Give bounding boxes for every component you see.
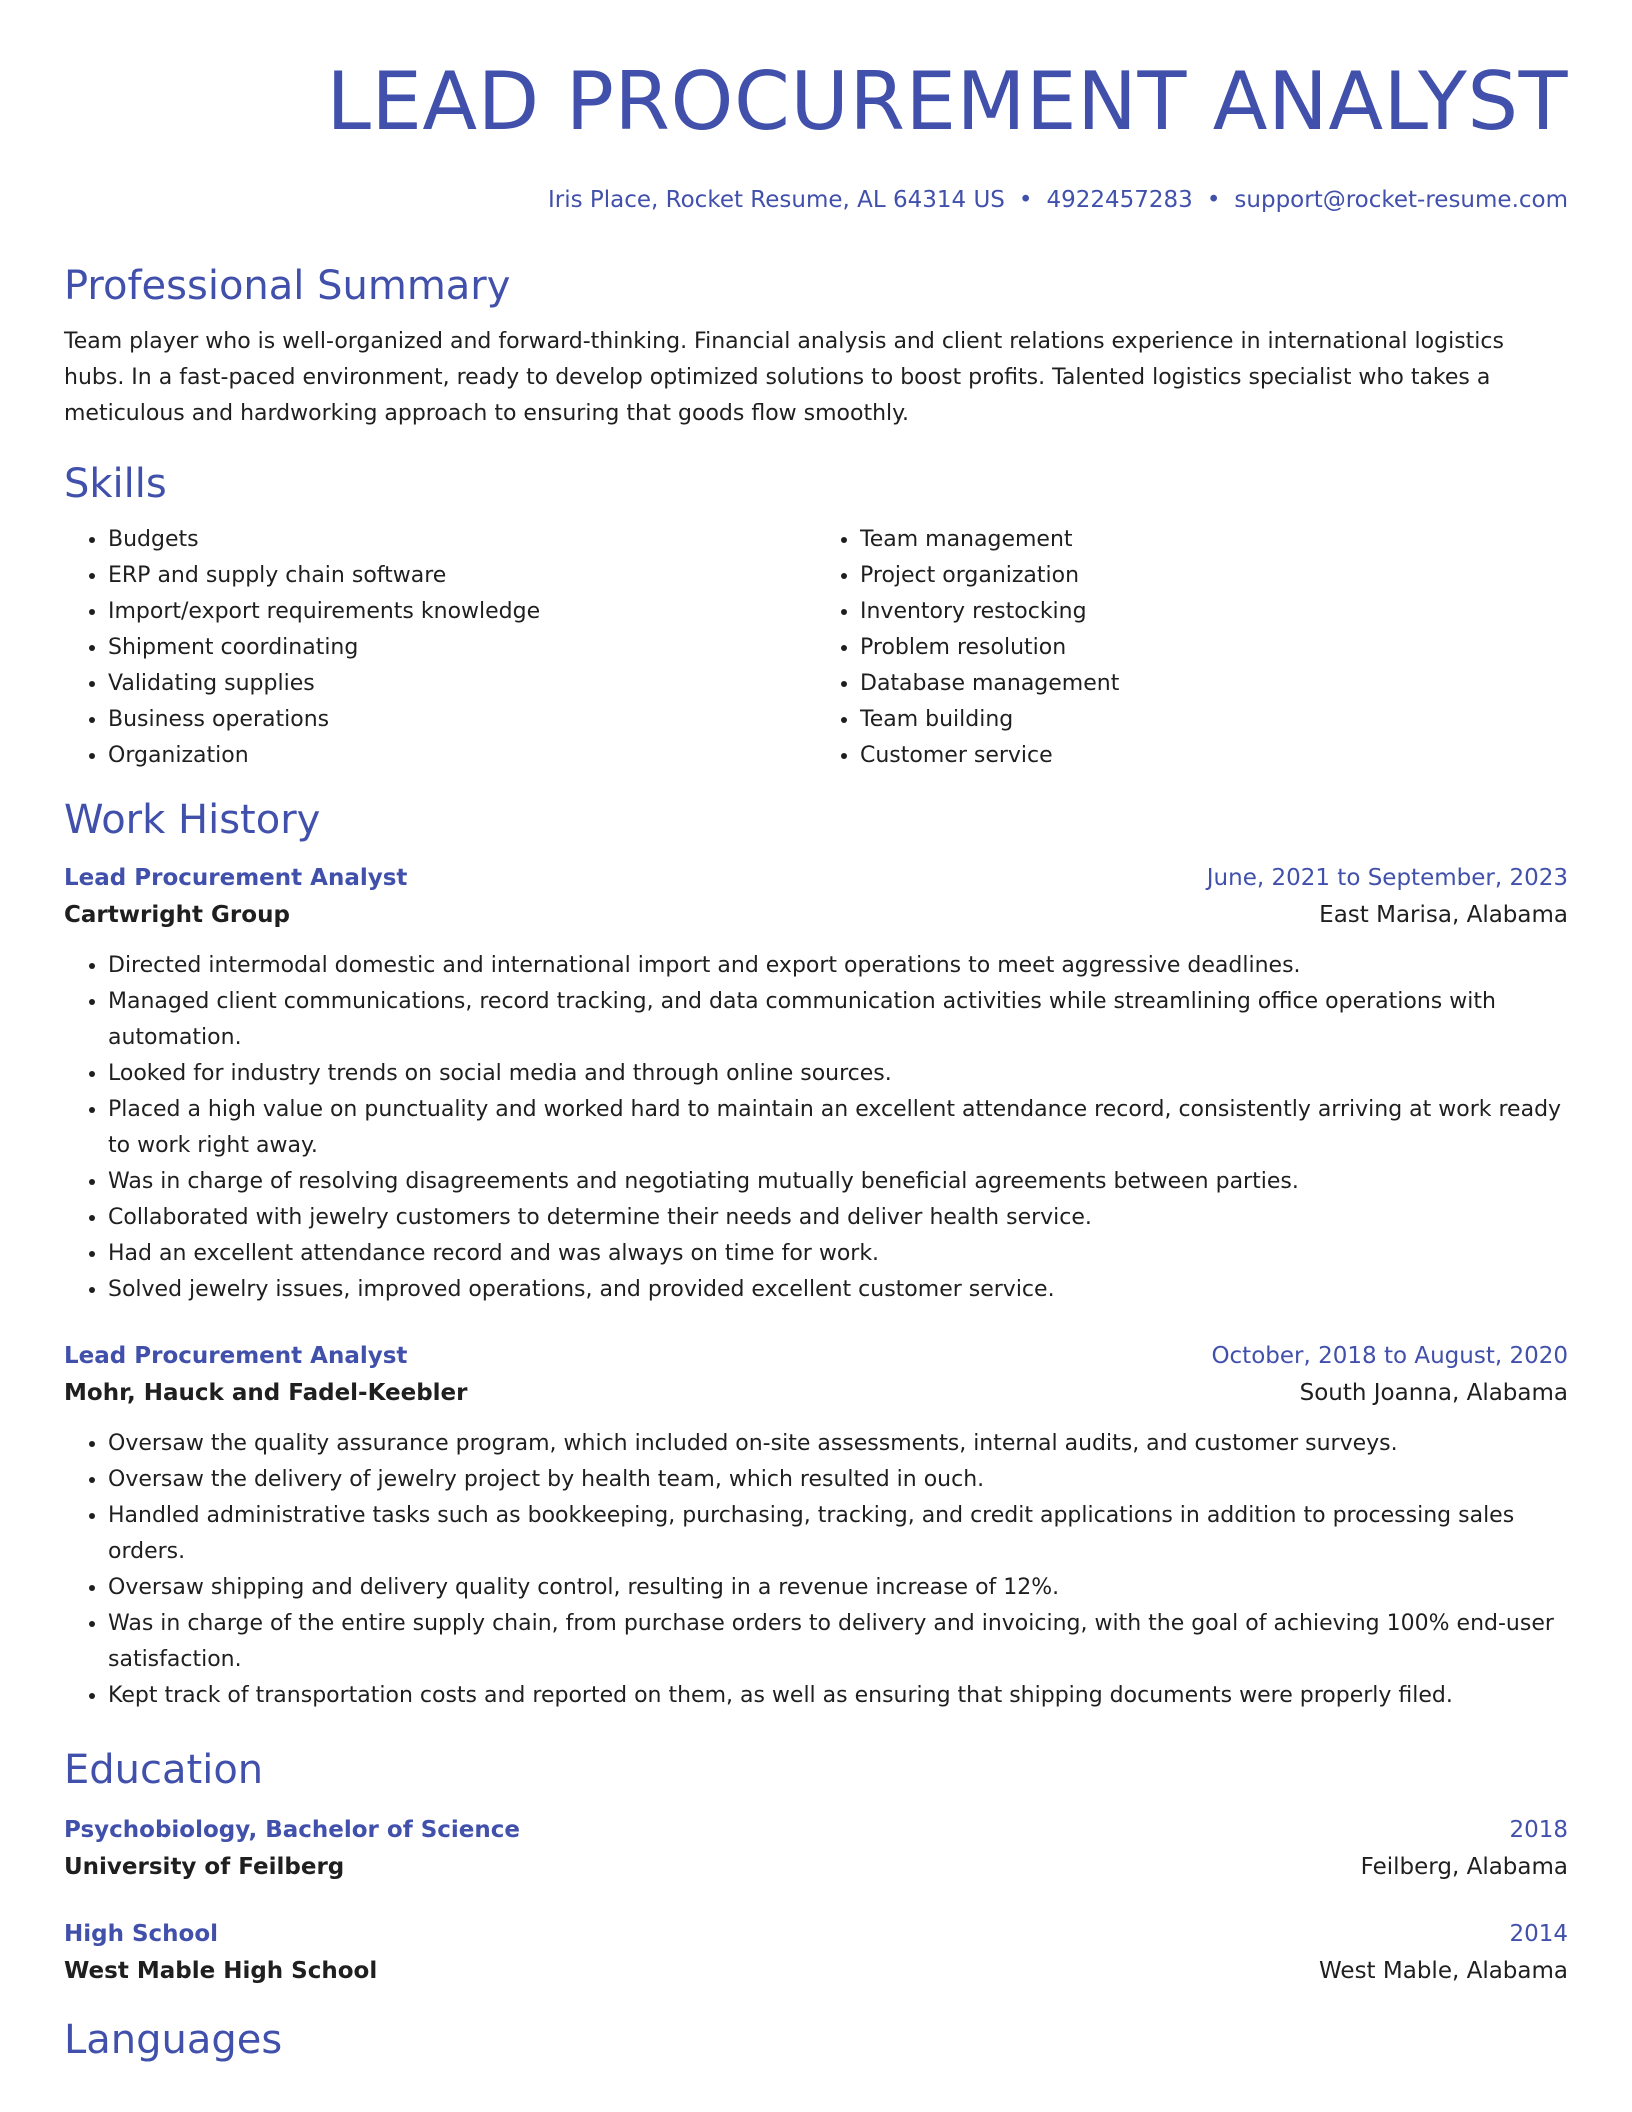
contact-phone: 4922457283 xyxy=(1046,187,1193,213)
education-degree: Psychobiology, Bachelor of Science xyxy=(64,1817,520,1843)
skill-item: • Team building xyxy=(860,702,1568,738)
education-heading: Education xyxy=(64,1747,264,1793)
work-history-heading: Work History xyxy=(64,797,321,843)
job-entry xyxy=(64,1338,1568,1714)
job-bullet: • Directed intermodal domestic and international import and export operations to meet aggressive deadlines. xyxy=(108,948,1568,984)
job-bullet-list xyxy=(64,1426,1568,1714)
resume-title: LEAD PROCUREMENT ANALYST xyxy=(326,55,1568,148)
skill-item: • Customer service xyxy=(860,738,1568,774)
job-bullet: • Was in charge of resolving disagreements and negotiating mutually beneficial agreements between parties. xyxy=(108,1164,1568,1200)
job-bullet: • Was in charge of the entire supply chain, from purchase orders to delivery and invoicing, with the goal of achieving 100% end-user satisfaction. xyxy=(108,1606,1568,1678)
skill-item: • Business operations xyxy=(108,702,816,738)
education-school-row xyxy=(64,1848,1568,1886)
skills-list-right xyxy=(816,522,1568,774)
job-company: Mohr, Hauck and Fadel-Keebler xyxy=(64,1380,468,1406)
job-location: East Marisa, Alabama xyxy=(1319,902,1568,928)
job-title: Lead Procurement Analyst xyxy=(64,865,408,891)
job-bullet: • Collaborated with jewelry customers to determine their needs and deliver health service. xyxy=(108,1200,1568,1236)
job-bullet: • Handled administrative tasks such as bookkeeping, purchasing, tracking, and credit applications in addition to processing sales orders. xyxy=(108,1498,1568,1570)
skill-item: • Team management xyxy=(860,522,1568,558)
education-year: 2014 xyxy=(1509,1921,1568,1947)
job-company-row xyxy=(64,1374,1568,1412)
contact-separator: • xyxy=(1206,187,1221,213)
job-bullet: • Managed client communications, record tracking, and data communication activities while streamlining office operations with automation. xyxy=(108,984,1568,1056)
education-entry xyxy=(64,1812,1568,1886)
contact-separator: • xyxy=(1018,187,1033,213)
resume-page xyxy=(64,0,1568,2066)
skill-item: • Problem resolution xyxy=(860,630,1568,666)
job-dates: June, 2021 to September, 2023 xyxy=(1206,865,1568,891)
education-header-row xyxy=(64,1916,1568,1952)
job-bullet-list xyxy=(64,948,1568,1308)
skill-item: • Shipment coordinating xyxy=(108,630,816,666)
job-bullet: • Oversaw shipping and delivery quality control, resulting in a revenue increase of 12%. xyxy=(108,1570,1568,1606)
skills-list-left xyxy=(64,522,816,774)
education-header-row xyxy=(64,1812,1568,1848)
education-school: University of Feilberg xyxy=(64,1854,345,1880)
education-school-row xyxy=(64,1952,1568,1990)
summary-text: Team player who is well-organized and forward-thinking. Financial analysis and client relations experience in international logistics hubs. In a fast-paced environment, ready to develop optimized solutions to boost profits. Talented logistics specialist who takes a meticulous and hardworking approach to ensuring that goods flow smoothly. xyxy=(64,329,1504,426)
job-bullet: • Looked for industry trends on social media and through online sources. xyxy=(108,1056,1568,1092)
skill-item: • Import/export requirements knowledge xyxy=(108,594,816,630)
job-header-row xyxy=(64,860,1568,896)
education-location: Feilberg, Alabama xyxy=(1360,1854,1568,1880)
education-entry xyxy=(64,1916,1568,1990)
job-location: South Joanna, Alabama xyxy=(1299,1380,1568,1406)
languages-heading: Languages xyxy=(64,2017,283,2063)
job-bullet: • Kept track of transportation costs and reported on them, as well as ensuring that shipping documents were properly filed. xyxy=(108,1678,1568,1714)
summary-heading: Professional Summary xyxy=(64,263,511,309)
job-bullet: • Oversaw the quality assurance program, which included on-site assessments, internal audits, and customer surveys. xyxy=(108,1426,1568,1462)
skill-item: • ERP and supply chain software xyxy=(108,558,816,594)
skill-item: • Project organization xyxy=(860,558,1568,594)
job-company: Cartwright Group xyxy=(64,902,290,928)
education-degree: High School xyxy=(64,1921,219,1947)
job-bullet: • Placed a high value on punctuality and worked hard to maintain an excellent attendance record, consistently arriving at work ready to work right away. xyxy=(108,1092,1568,1164)
job-bullet: • Had an excellent attendance record and was always on time for work. xyxy=(108,1236,1568,1272)
education-school: West Mable High School xyxy=(64,1958,378,1984)
skill-item: • Database management xyxy=(860,666,1568,702)
skill-item: • Budgets xyxy=(108,522,816,558)
job-bullet: • Oversaw the delivery of jewelry project by health team, which resulted in ouch. xyxy=(108,1462,1568,1498)
job-title: Lead Procurement Analyst xyxy=(64,1343,408,1369)
skills-grid xyxy=(64,522,1568,774)
job-dates: October, 2018 to August, 2020 xyxy=(1211,1343,1568,1369)
contact-line xyxy=(64,184,1568,216)
education-location: West Mable, Alabama xyxy=(1319,1958,1568,1984)
skills-heading: Skills xyxy=(64,461,167,507)
education-year: 2018 xyxy=(1509,1817,1568,1843)
contact-address: Iris Place, Rocket Resume, AL 64314 US xyxy=(547,187,1005,213)
contact-email: support@rocket-resume.com xyxy=(1234,187,1568,213)
job-entry xyxy=(64,860,1568,1308)
job-header-row xyxy=(64,1338,1568,1374)
skill-item: • Organization xyxy=(108,738,816,774)
skill-item: • Inventory restocking xyxy=(860,594,1568,630)
job-company-row xyxy=(64,896,1568,934)
skill-item: • Validating supplies xyxy=(108,666,816,702)
job-bullet: • Solved jewelry issues, improved operations, and provided excellent customer service. xyxy=(108,1272,1568,1308)
